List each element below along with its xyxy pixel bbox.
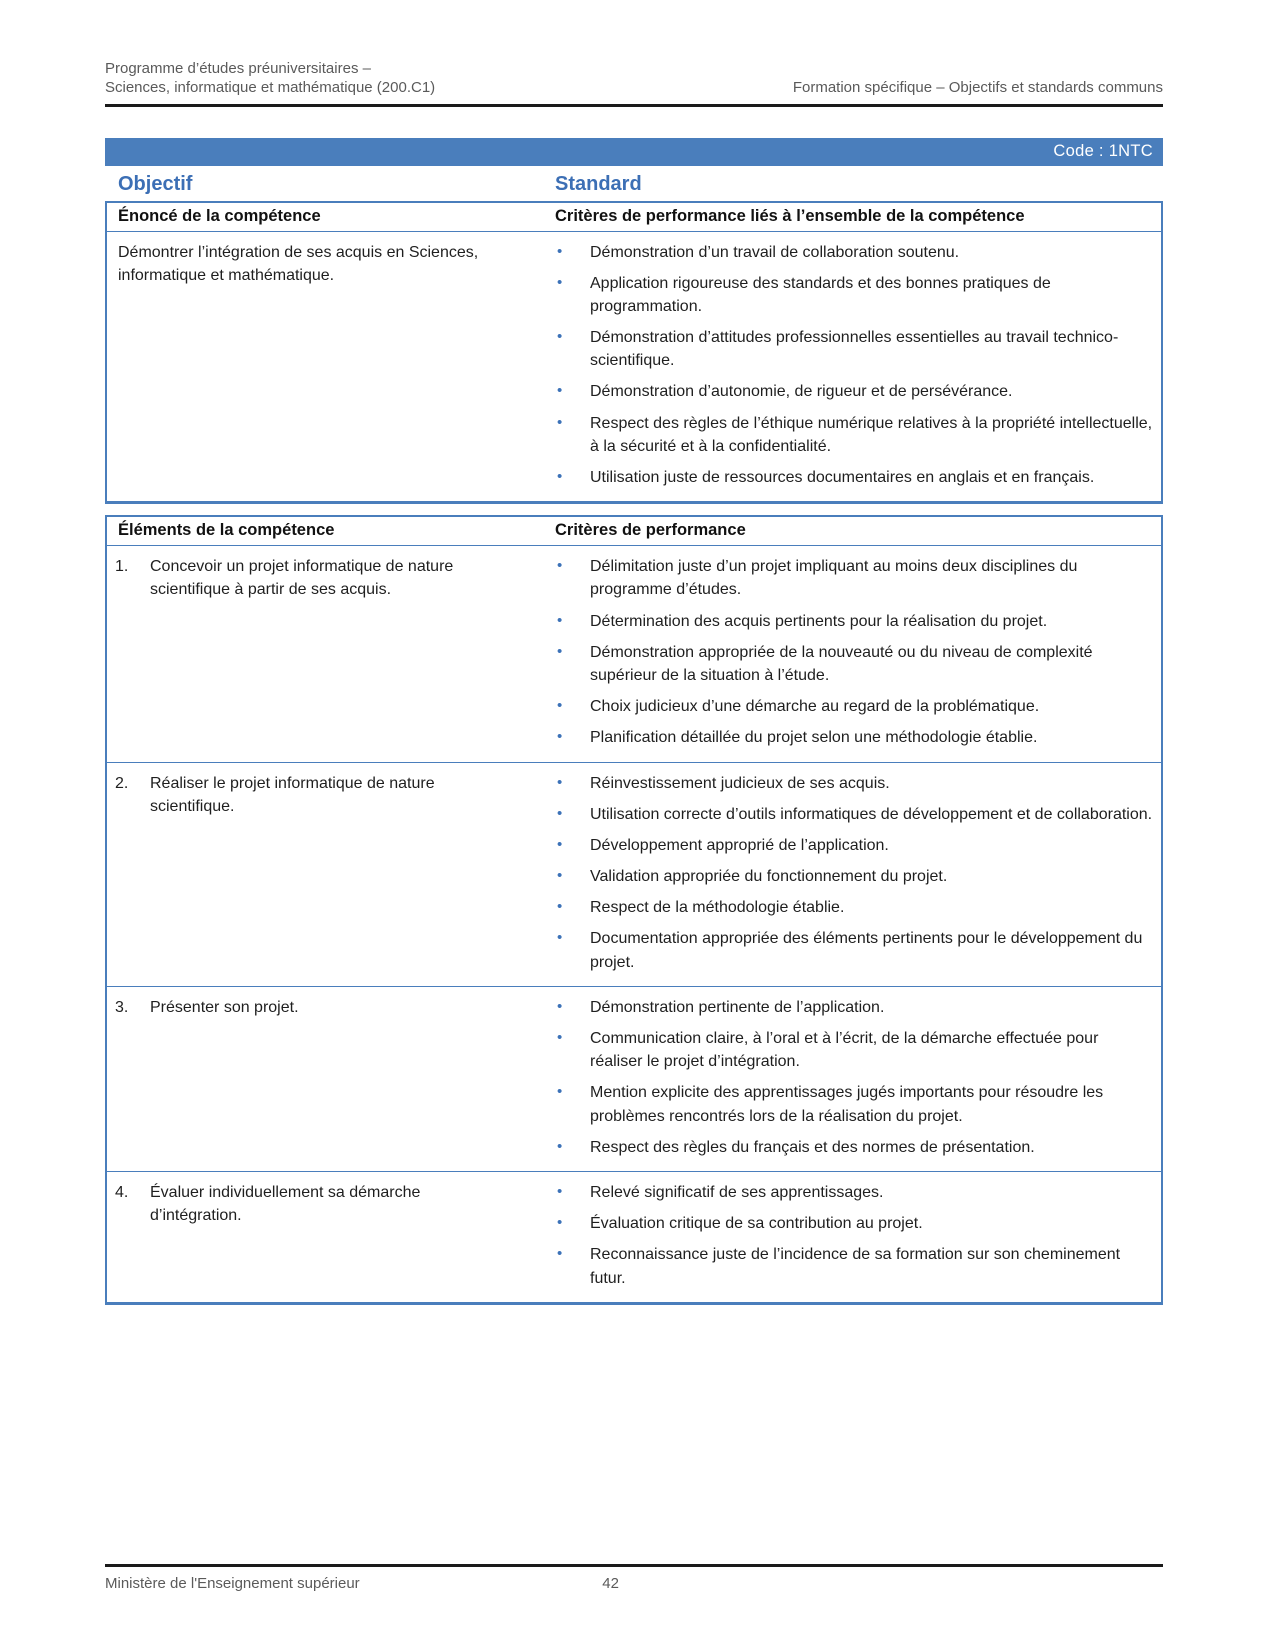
running-footer [105, 1564, 1163, 1592]
criterion-text: Validation appropriée du fonctionnement du projet. [590, 868, 948, 886]
header-criteres-ensemble: Critères de performance liés à l’ensemble de la compétence [555, 206, 1025, 225]
element-statement [107, 1172, 553, 1302]
criterion-text: Documentation appropriée des éléments pertinents pour le développement du projet. [590, 930, 1143, 971]
criterion-text: Démonstration pertinente de l’application. [590, 998, 885, 1016]
criterion-item [553, 772, 1153, 795]
bullet-icon: • [557, 773, 563, 791]
element-row-3 [107, 986, 1161, 1171]
header-program-line1: Programme d’études préuniversitaires – [105, 60, 371, 77]
criterion-item [553, 834, 1153, 857]
criterion-text: Relevé significatif de ses apprentissages. [590, 1183, 884, 1201]
element-criteria-list [553, 987, 1161, 1171]
criterion-text: Application rigoureuse des standards et des bonnes pratiques de programmation. [590, 274, 1051, 315]
header-right-text: Formation spécifique – Objectifs et standards communs [792, 78, 1163, 96]
criterion-item [553, 641, 1153, 687]
criterion-item [553, 1081, 1153, 1127]
code-bar [105, 138, 1163, 166]
element-row-4 [107, 1171, 1161, 1302]
criterion-text: Planification détaillée du projet selon une méthodologie établie. [590, 729, 1038, 747]
criterion-text: Évaluation critique de sa contribution au projet. [590, 1215, 923, 1233]
bullet-icon: • [557, 468, 563, 485]
element-criteria-list [553, 1172, 1161, 1302]
criterion-item [553, 695, 1153, 718]
bullet-icon: • [557, 728, 563, 746]
header-left-block [105, 60, 435, 98]
criterion-text: Utilisation juste de ressources documentaires en anglais et en français. [590, 469, 1095, 486]
element-number: 4. [115, 1183, 129, 1201]
element-text: Présenter son projet. [150, 998, 299, 1016]
header-criteres: Critères de performance [555, 521, 746, 540]
competence-table [105, 201, 1163, 505]
criterion-item [553, 865, 1153, 888]
header-rule [105, 104, 1163, 107]
criterion-text: Utilisation correcte d’outils informatiques de développement et de collaboration. [590, 805, 1153, 823]
criterion-item [553, 927, 1153, 973]
bullet-icon: • [557, 557, 563, 575]
bullet-icon: • [557, 898, 563, 916]
bullet-icon: • [557, 835, 563, 853]
bullet-icon: • [557, 1137, 563, 1155]
bullet-icon: • [557, 328, 563, 346]
bullet-icon: • [557, 642, 563, 660]
criterion-text: Développement approprié de l’application. [590, 836, 889, 854]
header-elements: Éléments de la compétence [118, 521, 335, 540]
criterion-item [553, 1212, 1153, 1235]
criterion-item [553, 555, 1153, 601]
criterion-item [553, 466, 1153, 489]
elements-table [105, 515, 1163, 1305]
element-number: 2. [115, 774, 129, 792]
criterion-text: Détermination des acquis pertinents pour la réalisation du projet. [590, 612, 1048, 630]
element-text: Réaliser le projet informatique de nature scientifique. [150, 774, 435, 815]
page-number: 42 [602, 1575, 619, 1592]
elements-table-header [107, 517, 1161, 546]
bullet-icon: • [557, 1245, 563, 1263]
criterion-item [553, 803, 1153, 826]
element-statement [107, 987, 553, 1171]
table-gap [105, 504, 1163, 515]
column-headings [105, 166, 1163, 201]
criterion-item [553, 412, 1153, 458]
criterion-text: Choix judicieux d’une démarche au regard de la problématique. [590, 698, 1040, 716]
bullet-icon: • [557, 1182, 563, 1200]
criterion-text: Respect de la méthodologie établie. [590, 899, 845, 917]
bullet-icon: • [557, 1029, 563, 1046]
criterion-item [553, 241, 1153, 264]
competence-table-header [107, 203, 1161, 232]
bullet-icon: • [557, 1083, 563, 1101]
bullet-icon: • [557, 382, 563, 400]
criterion-text: Réinvestissement judicieux de ses acquis. [590, 774, 890, 792]
running-header [105, 0, 1163, 98]
bullet-icon: • [557, 929, 563, 947]
criterion-text: Respect des règles de l’éthique numérique relatives à la propriété intellectuelle, à la sécurité et à la confidentialité. [590, 414, 1153, 455]
criterion-item [553, 1027, 1153, 1073]
element-text: Évaluer individuellement sa démarche d’intégration. [150, 1183, 421, 1225]
bullet-icon: • [557, 1214, 563, 1232]
bullet-icon: • [557, 242, 563, 260]
bullet-icon: • [557, 697, 563, 715]
criterion-text: Délimitation juste d’un projet impliquant au moins deux disciplines du programme d’études. [590, 558, 1078, 599]
competence-criteria-list [553, 232, 1161, 502]
criterion-text: Démonstration d’un travail de collaboration soutenu. [590, 243, 960, 261]
criterion-text: Communication claire, à l’oral et à l’écrit, de la démarche effectuée pour réaliser le projet d’intégration. [590, 1030, 1099, 1071]
criterion-item [553, 1181, 1153, 1204]
element-statement [107, 546, 553, 761]
header-program-line2: Sciences, informatique et mathématique (200.C1) [105, 78, 436, 96]
element-number: 1. [115, 558, 129, 576]
criterion-item [553, 1243, 1153, 1289]
criterion-item [553, 896, 1153, 919]
criterion-item [553, 326, 1153, 372]
criterion-item [553, 610, 1153, 633]
criterion-text: Mention explicite des apprentissages jugés importants pour résoudre les problèmes rencontrés lors de la réalisation du projet. [590, 1084, 1104, 1125]
document-page [105, 0, 1163, 1305]
competence-statement: Démontrer l’intégration de ses acquis en Sciences, informatique et mathématique. [118, 243, 479, 284]
column-heading-standard: Standard [555, 172, 642, 195]
bullet-icon: • [557, 804, 563, 822]
competence-row [107, 232, 1161, 502]
element-statement [107, 763, 553, 986]
element-number: 3. [115, 998, 129, 1016]
bullet-icon: • [557, 867, 563, 885]
code-label: Code : 1NTC [1053, 141, 1153, 160]
criterion-item [553, 726, 1153, 749]
header-enonce: Énoncé de la compétence [118, 206, 321, 225]
criterion-item [553, 1136, 1153, 1159]
bullet-icon: • [557, 273, 563, 291]
criterion-text: Démonstration d’autonomie, de rigueur et de persévérance. [590, 383, 1013, 401]
criterion-item [553, 272, 1153, 318]
criterion-item [553, 380, 1153, 403]
criterion-text: Démonstration appropriée de la nouveauté ou du niveau de complexité supérieur de la situation à l’étude. [590, 643, 1093, 684]
element-criteria-list [553, 546, 1161, 761]
element-text: Concevoir un projet informatique de nature scientifique à partir de ses acquis. [150, 558, 454, 599]
criterion-text: Démonstration d’attitudes professionnelles essentielles au travail technico-scientifique. [590, 329, 1119, 370]
element-row-2 [107, 762, 1161, 986]
criterion-item [553, 996, 1153, 1019]
element-row-1 [107, 546, 1161, 761]
criterion-text: Reconnaissance juste de l’incidence de sa formation sur son cheminement futur. [590, 1246, 1121, 1287]
element-criteria-list [553, 763, 1161, 986]
footer-ministry-text: Ministère de l'Enseignement supérieur [105, 1575, 360, 1592]
bullet-icon: • [557, 997, 563, 1015]
column-heading-objectif: Objectif [118, 172, 193, 195]
bullet-icon: • [557, 611, 563, 629]
criterion-text: Respect des règles du français et des normes de présentation. [590, 1138, 1035, 1156]
bullet-icon: • [557, 413, 563, 431]
